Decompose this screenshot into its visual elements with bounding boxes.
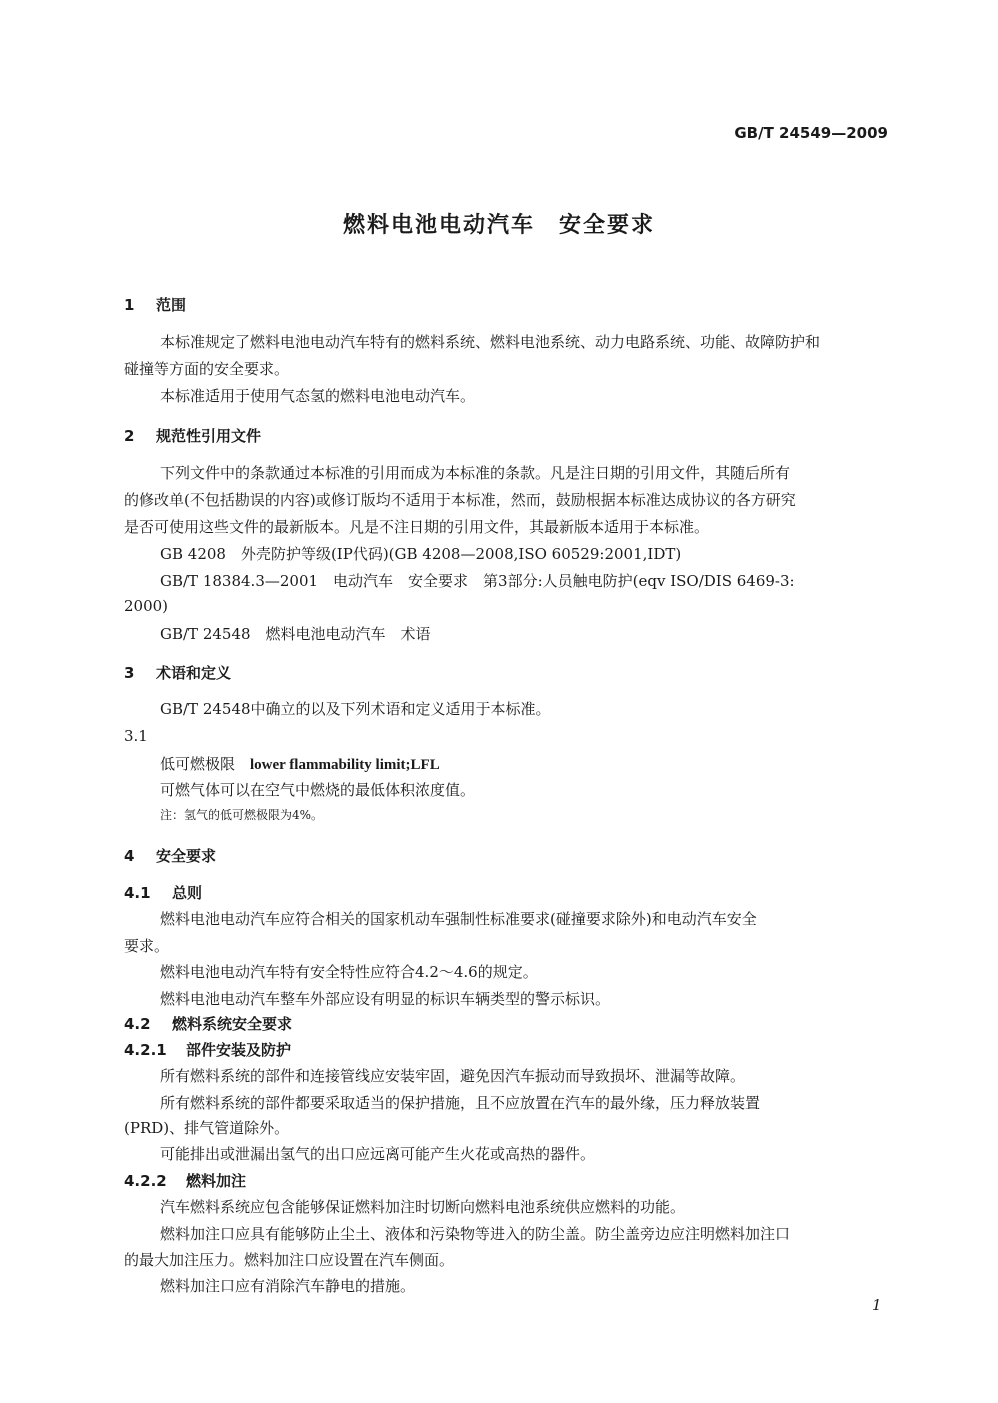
paragraph: 燃料电池电动汽车特有安全特性应符合4.2～4.6的规定。 [160, 963, 538, 981]
subsection-title: 燃料系统安全要求 [172, 1015, 293, 1033]
section-title: 范围 [156, 296, 187, 314]
paragraph: 是否可使用这些文件的最新版本。凡是不注日期的引用文件，其最新版本适用于本标准。 [124, 518, 710, 536]
reference-item: GB/T 24548 燃料电池电动汽车 术语 [160, 625, 431, 643]
paragraph: 的修改单(不包括勘误的内容)或修订版均不适用于本标准，然而，鼓励根据本标准达成协议的各方研究 [124, 491, 796, 509]
subsection-4-2-1-heading [124, 1039, 291, 1060]
paragraph: 所有燃料系统的部件都要采取适当的保护措施，且不应放置在汽车的最外缘，压力释放装置 [160, 1094, 761, 1112]
section-title: 术语和定义 [156, 664, 232, 682]
paragraph: 的最大加注压力。燃料加注口应设置在汽车侧面。 [124, 1251, 455, 1269]
page-number: 1 [872, 1296, 882, 1314]
paragraph: 燃料加注口应具有能够防止尘土、液体和污染物等进入的防尘盖。防尘盖旁边应注明燃料加注口 [160, 1225, 791, 1243]
subsection-number: 4.1 [124, 884, 151, 902]
subsection-title: 部件安装及防护 [186, 1041, 292, 1059]
section-title: 规范性引用文件 [156, 427, 262, 445]
paragraph: 燃料电池电动汽车整车外部应设有明显的标识车辆类型的警示标识。 [160, 990, 611, 1008]
section-2-heading [124, 425, 261, 446]
reference-item: GB 4208 外壳防护等级(IP代码)(GB 4208—2008,ISO 60529:2001,IDT) [160, 545, 682, 563]
term-definition: 可燃气体可以在空气中燃烧的最低体积浓度值。 [160, 781, 476, 799]
subsection-4-2-heading [124, 1013, 292, 1034]
paragraph: 碰撞等方面的安全要求。 [124, 360, 290, 378]
term-entry [160, 753, 440, 774]
subsection-number: 4.2 [124, 1015, 151, 1033]
paragraph: 本标准规定了燃料电池电动汽车特有的燃料系统、燃料电池系统、动力电路系统、功能、故障防护和 [160, 333, 821, 351]
term-number: 3.1 [124, 727, 148, 745]
section-4-heading [124, 845, 216, 866]
section-number: 4 [124, 847, 135, 865]
document-title: 燃料电池电动汽车 安全要求 [342, 213, 655, 238]
section-number: 3 [124, 664, 135, 682]
paragraph: GB/T 24548中确立的以及下列术语和定义适用于本标准。 [160, 700, 551, 718]
paragraph: 本标准适用于使用气态氢的燃料电池电动汽车。 [160, 387, 476, 405]
subsection-title: 总则 [172, 884, 203, 902]
subsection-number: 4.2.2 [124, 1172, 167, 1190]
paragraph: 汽车燃料系统应包含能够保证燃料加注时切断向燃料电池系统供应燃料的功能。 [160, 1198, 686, 1216]
paragraph: 可能排出或泄漏出氢气的出口应远离可能产生火花或高热的器件。 [160, 1145, 596, 1163]
subsection-title: 燃料加注 [186, 1172, 247, 1190]
paragraph: 所有燃料系统的部件和连接管线应安装牢固，避免因汽车振动而导致损坏、泄漏等故障。 [160, 1067, 746, 1085]
paragraph: (PRD)、排气管道除外。 [124, 1119, 290, 1137]
paragraph: 要求。 [124, 937, 170, 955]
paragraph: 燃料加注口应有消除汽车静电的措施。 [160, 1277, 416, 1295]
subsection-4-2-2-heading [124, 1170, 246, 1191]
term-english: lower flammability limit;LFL [250, 757, 440, 773]
note: 注：氢气的低可燃极限为4%。 [160, 808, 324, 822]
section-title: 安全要求 [156, 847, 217, 865]
subsection-number: 4.2.1 [124, 1041, 167, 1059]
paragraph: 下列文件中的条款通过本标准的引用而成为本标准的条款。凡是注日期的引用文件，其随后所有 [160, 464, 791, 482]
section-1-heading [124, 294, 186, 315]
section-number: 1 [124, 296, 135, 314]
section-3-heading [124, 662, 231, 683]
paragraph: 燃料电池电动汽车应符合相关的国家机动车强制性标准要求(碰撞要求除外)和电动汽车安全 [160, 910, 757, 928]
section-number: 2 [124, 427, 135, 445]
subsection-4-1-heading [124, 882, 202, 903]
reference-item: 2000) [124, 597, 169, 615]
standard-code: GB/T 24549—2009 [734, 124, 888, 142]
term-chinese: 低可燃极限 [160, 755, 251, 773]
reference-item: GB/T 18384.3—2001 电动汽车 安全要求 第3部分:人员触电防护(eqv ISO/DIS 6469-3: [160, 572, 795, 590]
